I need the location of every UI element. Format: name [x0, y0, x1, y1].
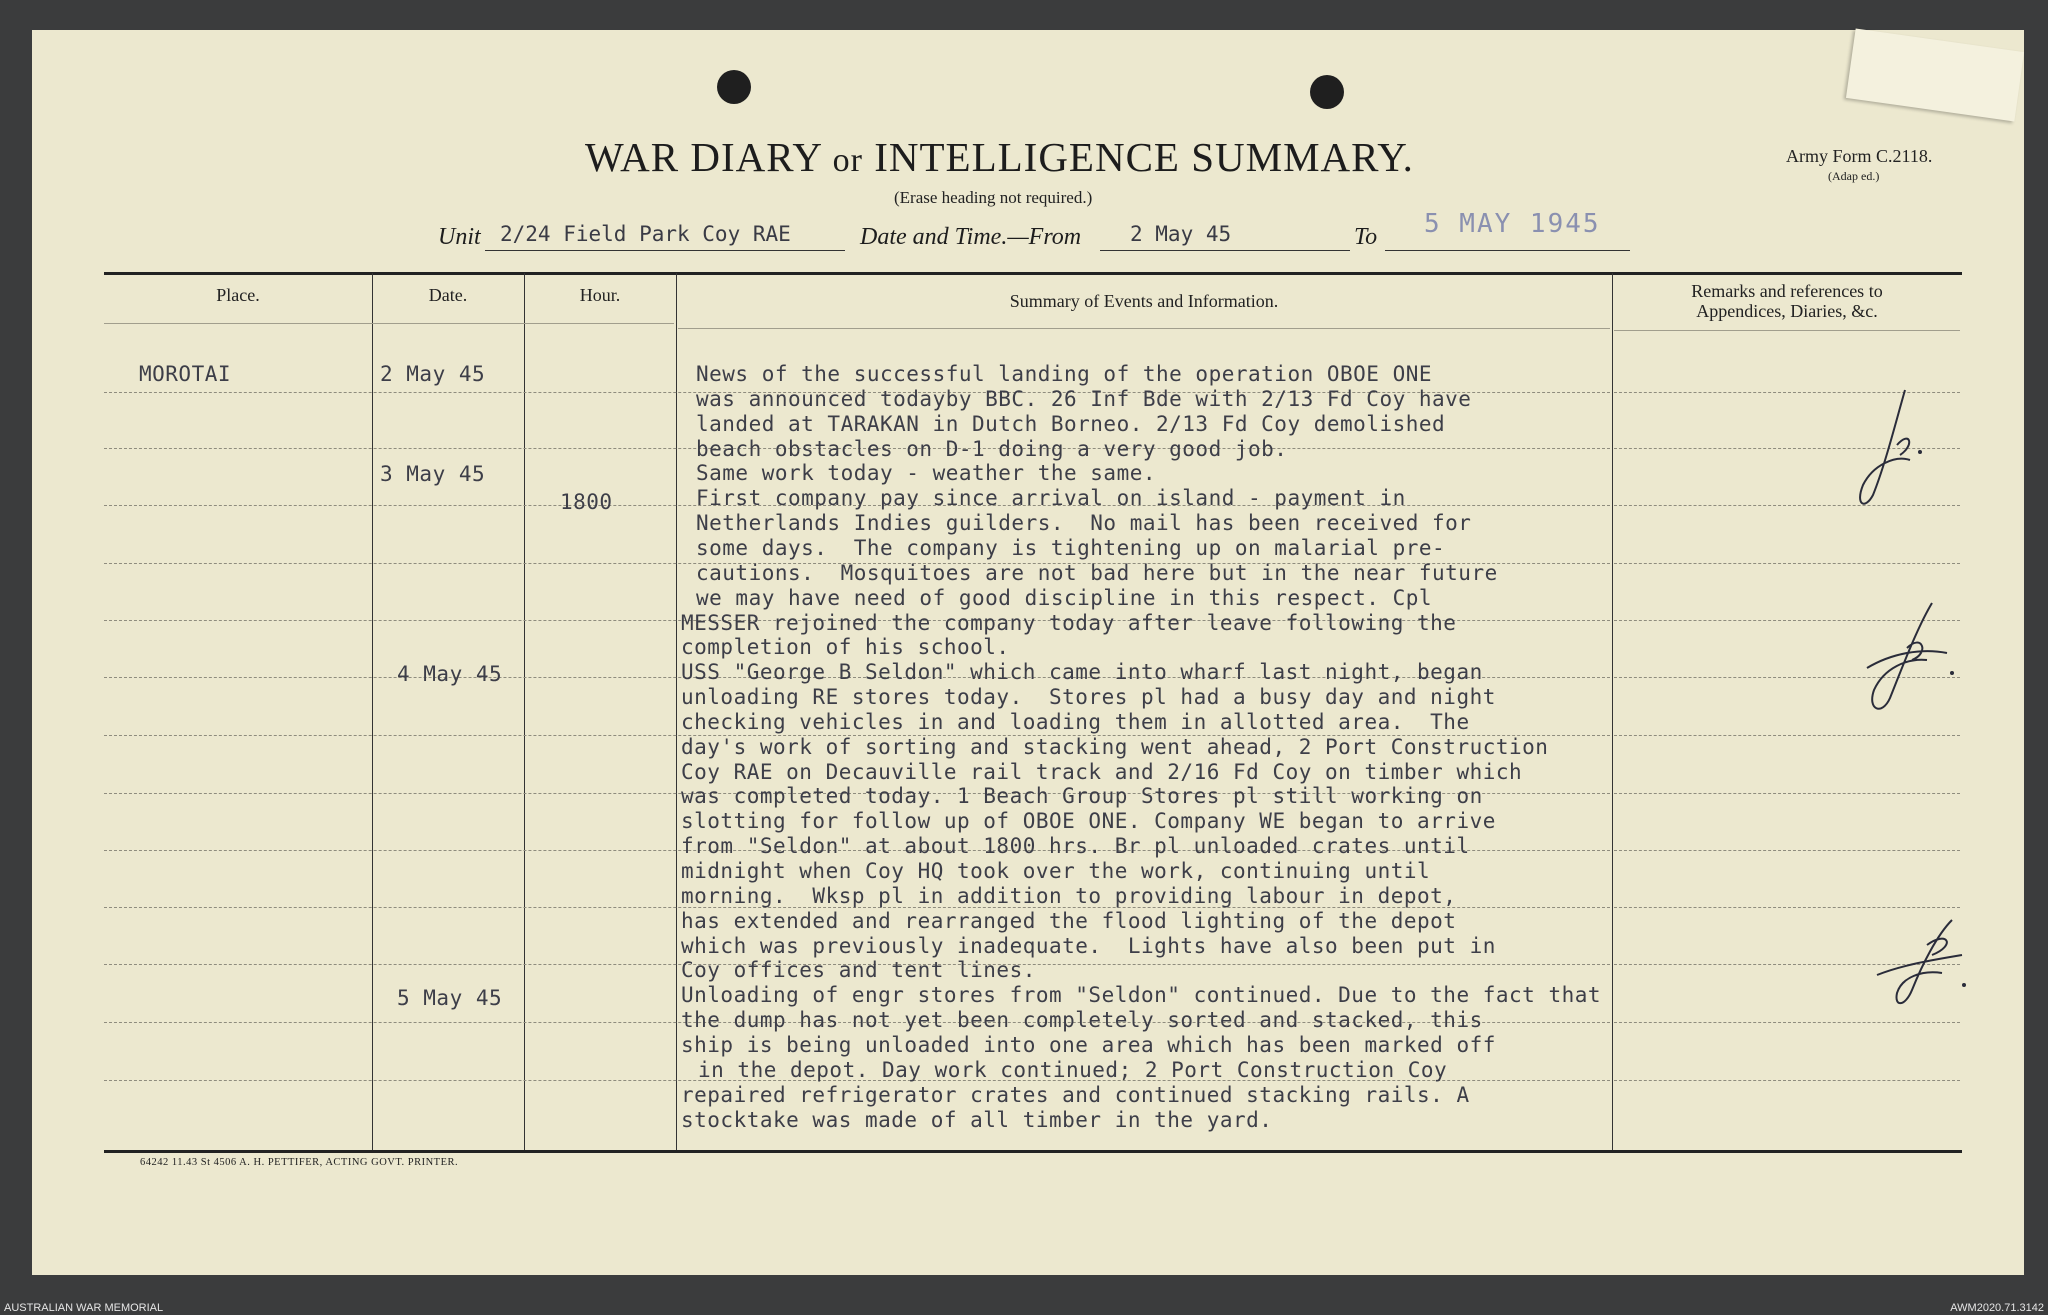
header-rule-summary: [678, 328, 1610, 329]
header-rule-remarks: [1614, 330, 1960, 331]
table-top-rule: [104, 272, 1962, 275]
row-ruling: [1614, 793, 1960, 794]
summary-line: in the depot. Day work continued; 2 Port Construction Coy: [698, 1057, 1448, 1082]
summary-line: some days. The company is tightening up on malarial pre-: [696, 535, 1446, 560]
summary-line: from "Seldon" at about 1800 hrs. Br pl unloaded crates until: [681, 834, 1470, 859]
summary-line: day's work of sorting and stacking went ahead, 2 Port Construction: [681, 734, 1549, 759]
header-date: Date.: [428, 285, 468, 305]
summary-line: midnight when Coy HQ took over the work, continuing until: [681, 859, 1431, 883]
summary-line: has extended and rearranged the flood lighting of the depot: [681, 908, 1457, 933]
summary-line: morning. Wksp pl in addition to providing labour in depot,: [681, 883, 1457, 908]
date-3: 4 May 45: [397, 662, 503, 686]
summary-line: repaired refrigerator crates and continued stacking rails. A: [681, 1082, 1470, 1107]
column-divider-hour: [676, 273, 677, 1150]
archive-institution: AUSTRALIAN WAR MEMORIAL: [4, 1302, 164, 1314]
printer-imprint: 64242 11.43 St 4506 A. H. PETTIFER, ACTING GOVT. PRINTER.: [140, 1157, 459, 1168]
initials-signature-2: [1862, 598, 1962, 718]
row-ruling: [1614, 563, 1960, 564]
adapted-note: (Adap ed.): [1828, 169, 1880, 183]
date-4: 5 May 45: [397, 986, 503, 1010]
column-divider-date: [524, 273, 525, 1150]
summary-line: beach obstacles on D-1 doing a very good job.: [696, 436, 1288, 461]
summary-line: stocktake was made of all timber in the yard.: [681, 1107, 1273, 1132]
summary-line: unloading RE stores today. Stores pl had a busy day and night: [681, 685, 1496, 710]
row-ruling: [1614, 1080, 1960, 1081]
from-value: 2 May 45: [1130, 222, 1232, 246]
summary-line: which was previously inadequate. Lights have also been put in: [681, 933, 1496, 958]
unit-underline: [485, 250, 845, 251]
summary-line: the dump has not yet been completely sorted and stacked, this: [681, 1008, 1483, 1033]
title-intelligence-summary: INTELLIGENCE SUMMARY.: [874, 134, 1414, 180]
summary-line: MESSER rejoined the company today after leave following the: [681, 610, 1457, 635]
row-ruling: [1614, 850, 1960, 851]
summary-line: USS "George B Seldon" which came into wharf last night, began: [681, 660, 1483, 685]
date-1: 2 May 45: [380, 362, 486, 386]
summary-line: cautions. Mosquitoes are not bad here but in the near future: [696, 560, 1498, 585]
summary-line: Netherlands Indies guilders. No mail has been received for: [696, 511, 1472, 536]
header-remarks-line2: Appendices, Diaries, &c.: [1696, 301, 1878, 321]
place-value: MOROTAI: [139, 362, 232, 386]
army-form-number: Army Form C.2118.: [1786, 146, 1933, 166]
summary-line: landed at TARAKAN in Dutch Borneo. 2/13 Fd Coy demolished: [696, 411, 1446, 436]
summary-line: Coy RAE on Decauville rail track and 2/16 Fd Coy on timber which: [681, 759, 1523, 784]
header-remarks: [1612, 281, 1962, 321]
summary-line: we may have need of good discipline in this respect. Cpl: [696, 585, 1433, 610]
column-divider-summary: [1612, 273, 1613, 1150]
header-rule-left: [104, 323, 674, 324]
to-label: To: [1354, 224, 1378, 250]
summary-line: slotting for follow up of OBOE ONE. Company WE began to arrive: [681, 809, 1496, 834]
row-ruling: [1614, 1022, 1960, 1023]
title-or: or: [832, 142, 863, 179]
date-2: 3 May 45: [380, 462, 486, 486]
to-underline: [1385, 250, 1630, 251]
summary-line: News of the successful landing of the operation OBOE ONE: [696, 362, 1433, 386]
summary-line: First company pay since arrival on island - payment in: [696, 486, 1406, 511]
initials-signature-1: [1855, 385, 1935, 515]
header-place: Place.: [216, 285, 260, 305]
column-divider-place: [372, 273, 373, 1150]
header-summary: Summary of Events and Information.: [1009, 291, 1279, 311]
erase-note: (Erase heading not required.): [894, 188, 1093, 207]
from-underline: [1100, 250, 1350, 251]
date-time-label: Date and Time.—From: [860, 224, 1082, 250]
row-ruling: [1614, 907, 1960, 908]
table-bottom-rule: [104, 1150, 1962, 1153]
header-hour: Hour.: [579, 285, 621, 305]
hour-value: 1800: [560, 490, 613, 514]
archive-item-id: AWM2020.71.3142: [1950, 1302, 2044, 1314]
summary-line: Same work today - weather the same.: [696, 461, 1157, 486]
received-date-stamp: 5 MAY 1945: [1424, 209, 1601, 239]
unit-value: 2/24 Field Park Coy RAE: [500, 222, 791, 246]
unit-label: Unit: [438, 224, 481, 250]
summary-line: Coy offices and tent lines.: [681, 958, 1036, 983]
initials-signature-3: [1872, 915, 1972, 1015]
summary-line: ship is being unloaded into one area which has been marked off: [681, 1032, 1496, 1057]
summary-line: was announced todayby BBC. 26 Inf Bde with 2/13 Fd Coy have: [696, 386, 1472, 411]
summary-line: completion of his school.: [681, 635, 1010, 660]
title-war-diary: WAR DIARY: [585, 134, 822, 180]
punch-hole-left: [717, 70, 751, 104]
row-ruling: [1614, 735, 1960, 736]
summary-line: checking vehicles in and loading them in allotted area. The: [681, 709, 1470, 734]
summary-line: was completed today. 1 Beach Group Stores pl still working on: [681, 784, 1483, 809]
summary-line: Unloading of engr stores from "Seldon" continued. Due to the fact that: [681, 983, 1602, 1008]
punch-hole-right: [1310, 75, 1344, 109]
header-remarks-line1: Remarks and references to: [1691, 281, 1883, 301]
form-title: [585, 133, 1414, 181]
